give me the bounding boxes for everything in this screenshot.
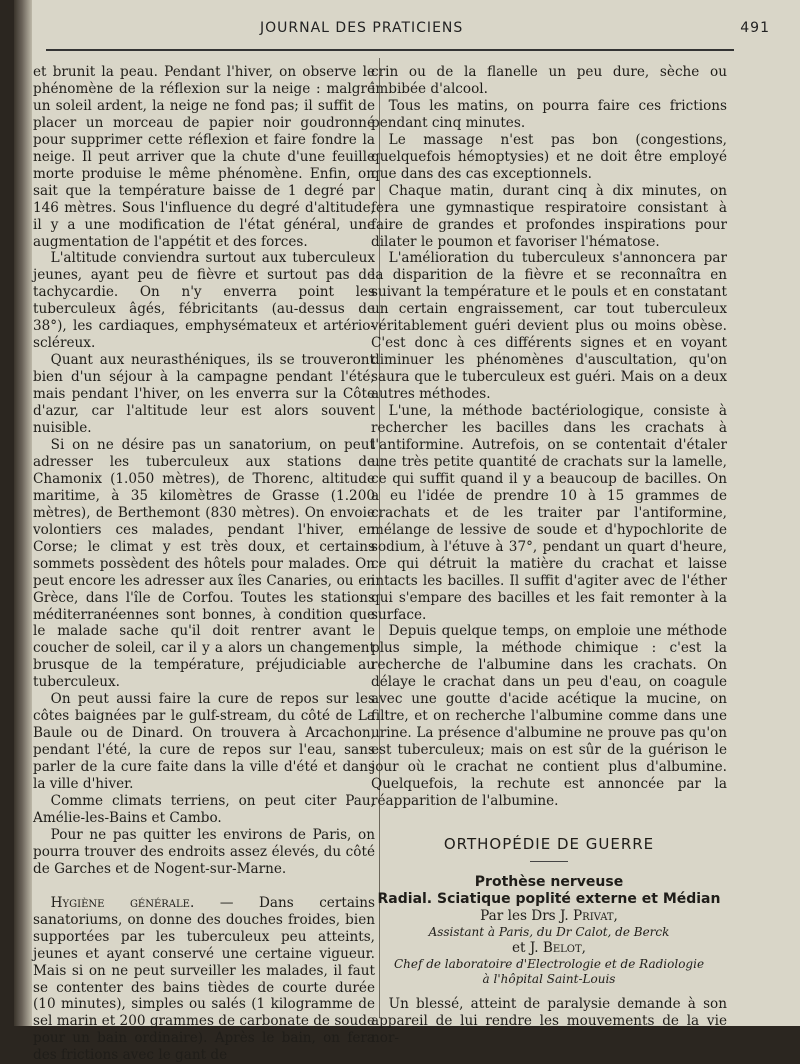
author-name: J. Belot, <box>529 939 586 956</box>
byline-par: Par les Drs <box>480 907 560 924</box>
author-affiliation: Assistant à Paris, du Dr Calot, de Berck <box>428 924 670 939</box>
journal-title: JOURNAL DES PRATICIENS <box>260 20 464 36</box>
hygiene-title: Hygiène générale. <box>50 894 195 911</box>
paragraph: On peut aussi faire la cure de repos sur les côtes baignées par le gulf-stream, du côté de La Baule ou de Dinard. On trouvera à Arcachon, pendant l'été, la cure de repos sur l'eau, sans parler de la cure faite dans la ville d'été et dans la ville d'hiver. <box>33 691 375 793</box>
byline-et: et <box>512 939 530 956</box>
paragraph: L'amélioration du tuberculeux s'annoncera par la disparition de la fièvre et se reconnaîtra en suivant la température et le pouls et en constatant un certain engraissement, car tout tuberculeux véritablement guéri devient plus ou moins obèse. C'est donc à ces différents signes et en voyant diminuer les phénomènes d'auscultation, qu'on saura que le tuberculeux est guéri. Mais on a deux autres méthodes. <box>371 250 727 403</box>
article-subtitle: Radial. Sciatique poplité externe et Médian <box>377 890 721 907</box>
paragraph: Le massage n'est pas bon (congestions, quelquefois hémoptysies) et ne doit être employé que dans des cas exceptionnels. <box>371 131 727 182</box>
paragraph: crin ou de la flanelle un peu dure, sèche ou imbibée d'alcool. <box>371 64 727 97</box>
paragraph: et brunit la peau. Pendant l'hiver, on observe le phénomène de la réflexion sur la neige : malgré un soleil ardent, la neige ne fond pas; il suffit de placer un morceau de papier noir goudronné pour supprimer cette réflexion et faire fondre la neige. Il peut arriver que la chute d'une feuille morte produise le même phénomène. Enfin, on sait que la température baisse de 1 degré par 146 mètres. Sous l'influence du degré d'altitude, il y a une modification de l'état général, une augmentation de l'appétit et des forces. <box>33 64 375 250</box>
section-divider <box>530 861 568 862</box>
byline <box>371 940 727 957</box>
author-affiliation: à l'hôpital Saint-Louis <box>482 971 616 986</box>
paragraph: Chaque matin, durant cinq à dix minutes, on fera une gymnastique respiratoire consistant à faire de grandes et profondes inspirations pour dilater le poumon et favoriser l'hématose. <box>371 182 727 250</box>
page-header <box>260 20 770 40</box>
right-column <box>371 64 727 1047</box>
journal-page <box>14 0 800 1064</box>
paragraph: Comme climats terriens, on peut citer Pau, Amélie-les-Bains et Cambo. <box>33 792 375 826</box>
page-binding-edge <box>14 0 32 1026</box>
author-affiliation: Chef de laboratoire d'Electrologie et de Radiologie <box>393 956 705 971</box>
left-column <box>33 64 375 1064</box>
section-heading: ORTHOPÉDIE DE GUERRE <box>443 834 655 853</box>
article-body: Un blessé, atteint de paralysie demande à son appareil de lui rendre les mouvements de la vie nor- <box>371 995 727 1046</box>
paragraph: Tous les matins, on pourra faire ces frictions pendant cinq minutes. <box>371 97 727 131</box>
hygiene-text: — Dans certains sanatoriums, on donne des douches froides, bien supportées par les tuberculeux peu atteints, jeunes et ayant conservé une certaine vigueur. Mais si on ne peut surveiller les malades, il faut se contenter des bains tièdes de courte durée (10 minutes), simples ou salés (1 kilogramme de sel marin et 200 grammes de carbonate de soude pour un bain ordinaire). Après le bain, on fera des frictions avec le gant de <box>33 894 375 1064</box>
article-title: Prothèse nerveuse <box>474 873 624 890</box>
paragraph: L'une, la méthode bactériologique, consiste à rechercher les bacilles dans les crachats à l'antiformine. Autrefois, on se contentait d'étaler une très petite quantité de crachats sur la lamelle, ce qui suffit quand il y a beaucoup de bacilles. On a eu l'idée de prendre 10 à 15 grammes de crachats et de les traiter par l'antiformine, mélange de lessive de soude et d'hypochlorite de sodium, à l'étuve à 37°, pendant un quart d'heure, ce qui détruit la matière du crachat et laisse intacts les bacilles. Il suffit d'agiter avec de l'éther qui s'empare des bacilles et les fait remonter à la surface. <box>371 403 727 623</box>
paragraph: L'altitude conviendra surtout aux tuberculeux jeunes, ayant peu de fièvre et surtout pas de tachycardie. On n'y enverra point les tuberculeux âgés, fébricitants (au-dessus de 38°), les cardiaques, emphysémateux et artério-scléreux. <box>33 250 375 352</box>
paragraph: Depuis quelque temps, on emploie une méthode plus simple, la méthode chimique : c'est la recherche de l'albumine dans les crachats. On délaye le crachat dans un peu d'eau, on coagule avec une goutte d'acide acétique la mucine, on filtre, et on recherche l'albumine comme dans une urine. La présence d'albumine ne prouve pas qu'on est tuberculeux; mais on est sûr de la guérison le jour où le crachat ne contient plus d'albumine. Quelquefois, la rechute est annoncée par la réapparition de l'albumine. <box>371 623 727 809</box>
header-rule <box>46 49 734 51</box>
paragraph: Si on ne désire pas un sanatorium, on peut adresser les tuberculeux aux stations de Chamonix (1.050 mètres), de Thorenc, altitude maritime, à 35 kilomètres de Grasse (1.200 mètres), de Berthemont (830 mètres). On envoie volontiers ces malades, pendant l'hiver, en Corse; le climat y est très doux, et certains sommets possèdent des hôtels pour malades. On peut encore les adresser aux îles Canaries, ou en Grèce, dans l'île de Corfou. Toutes les stations méditerranéennes sont bonnes, à condition que le malade sache qu'il doit rentrer avant le coucher de soleil, car il y a alors un changement brusque de la température, préjudiciable au tuberculeux. <box>33 436 375 691</box>
page-number: 491 <box>740 20 770 36</box>
hygiene-paragraph <box>33 895 375 1064</box>
byline <box>371 908 727 925</box>
paragraph: Quant aux neurasthéniques, ils se trouveront bien d'un séjour à la campagne pendant l'été; mais pendant l'hiver, on les enverra sur la Côte d'azur, car l'altitude leur est alors souvent nuisible. <box>33 352 375 437</box>
author-name: J. Privat, <box>559 907 618 924</box>
paragraph: Pour ne pas quitter les environs de Paris, on pourra trouver des endroits assez élevés, du côté de Garches et de Nogent-sur-Marne. <box>33 826 375 877</box>
